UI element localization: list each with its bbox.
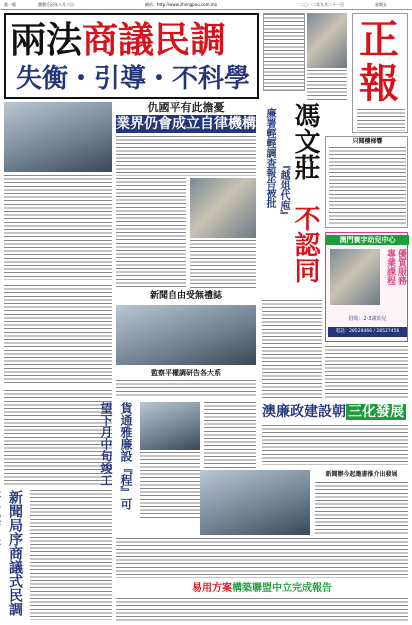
main-text-3 bbox=[190, 240, 256, 288]
photo-official bbox=[307, 13, 347, 68]
photo-speaker bbox=[190, 178, 256, 238]
headline: 兩法商議民調 bbox=[10, 19, 227, 61]
photo-people bbox=[4, 102, 112, 172]
edition-label: 第一版 bbox=[4, 2, 16, 7]
website: 網站：http://www.zhengpou.com.mo bbox=[145, 2, 218, 7]
brief-caption bbox=[307, 70, 347, 100]
side-text-1 bbox=[262, 300, 322, 398]
story-title: 業界仍會成立自律機構 bbox=[116, 116, 256, 132]
side-big-red: 不認同 bbox=[290, 205, 320, 283]
weekday: 星期五 bbox=[375, 2, 387, 7]
left-text-4 bbox=[30, 490, 112, 620]
photo-conference bbox=[200, 470, 310, 535]
vertical-headline-left: 新聞局序商議式民調 bbox=[7, 490, 23, 616]
headline-subtitle: 失衡・引導・不科學 bbox=[15, 64, 250, 94]
date-right: 二〇一二年九月二十一日 bbox=[300, 2, 344, 7]
brief-column bbox=[263, 13, 305, 91]
bottom-caption-text bbox=[315, 482, 408, 535]
side-vertical-title2: 『越俎代庖』 bbox=[278, 160, 289, 220]
vertical-headline-mid: 貨通雅廉設『程』可望下月中旬竣工 bbox=[99, 402, 133, 510]
center-sub: 監察平權調研告各大系 bbox=[151, 369, 221, 377]
headline-box bbox=[4, 13, 259, 99]
center-heading: 新聞自由受無禮誌 bbox=[149, 291, 222, 301]
lunar-date: 農曆壬辰年八月六日 bbox=[38, 2, 74, 7]
bottom-text-last bbox=[116, 598, 408, 622]
right-text bbox=[325, 346, 408, 398]
left-text-1 bbox=[4, 175, 112, 280]
ad-box: 澳門寰字幼兒中心 專業課程 優質服務 招收：2-3歲幼兒 電話：28528466 / 28527456 bbox=[325, 232, 408, 342]
center-text bbox=[116, 380, 256, 398]
top-bar bbox=[0, 0, 412, 10]
main-text-1 bbox=[116, 136, 256, 176]
main-text-2 bbox=[116, 178, 186, 288]
story-kicker: 仇國平有此擔憂 bbox=[147, 101, 225, 114]
bottom-text-wide bbox=[116, 538, 408, 578]
photo-building bbox=[140, 402, 200, 450]
bottom-banner: 易用方案構築聯盟中立完成報告 bbox=[192, 583, 332, 594]
logo-zheng: 正 報 bbox=[352, 13, 408, 133]
bottom-right-text bbox=[262, 425, 408, 465]
bottom-right-title: 澳廉政建設朝 三化發展 bbox=[262, 404, 404, 420]
side-vertical-title: 廉署輕輕調查報告被批 bbox=[264, 108, 275, 208]
left-text-2 bbox=[4, 285, 112, 385]
bottom-caption-title: 新聞辦今起邀書推介出發展 bbox=[325, 471, 398, 478]
photo-meeting bbox=[116, 305, 256, 365]
box-topright: 只聞樓梯響 bbox=[325, 136, 408, 228]
side-big-name: 馮文莊 bbox=[290, 102, 320, 180]
mid-text-1 bbox=[140, 452, 200, 520]
